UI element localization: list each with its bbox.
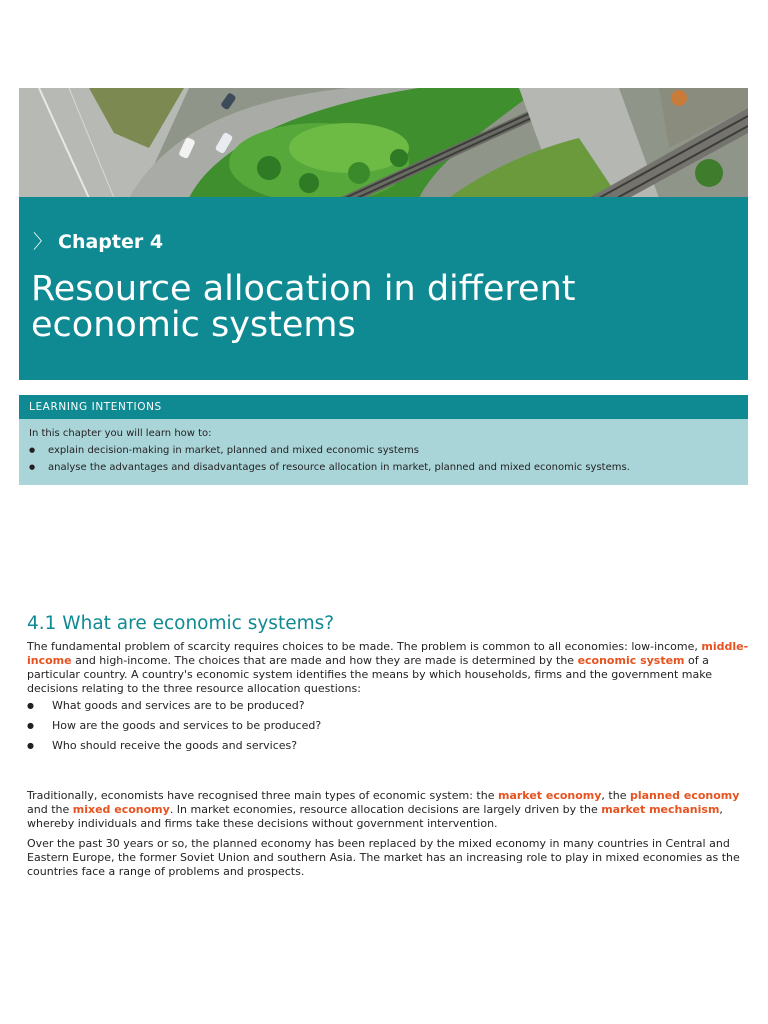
learning-intro: In this chapter you will learn how to:: [29, 428, 212, 439]
learning-intentions-box: [19, 419, 748, 485]
learning-list: [29, 442, 738, 476]
chapter-hero-photo: [19, 88, 748, 198]
paragraph: Traditionally, economists have recognised three main types of economic system: the market economy, the planned economy and the mixed economy. In market economies, resource allocation decisions are largely driven by the market mechanism, whereby individuals and firms take these decisions without government intervention.: [27, 789, 740, 830]
chapter-title-panel: [19, 197, 748, 380]
key-term[interactable]: market economy: [497, 789, 602, 802]
paragraph: The fundamental problem of scarcity requires choices to be made. The problem is common to all economies: low-income, middle-income and high-income. The choices that are made and how they are made is determined by the economic system of a particular country. A country's economic system identifies the means by which households, firms and the government make decisions relating to the three resource allocation questions:: [27, 640, 749, 695]
chapter-number: Chapter 4: [58, 231, 164, 253]
key-term[interactable]: market mechanism: [601, 803, 720, 816]
list-item: ● What goods and services are to be produced?: [27, 696, 749, 716]
list-item: ● Who should receive the goods and services?: [27, 736, 749, 756]
section-systems-block: [27, 789, 749, 879]
learning-intentions-heading: LEARNING INTENTIONS: [19, 395, 748, 419]
chapter-label: [33, 227, 163, 254]
question-list: [27, 696, 749, 756]
key-term[interactable]: mixed economy: [72, 803, 170, 816]
key-term[interactable]: economic system: [577, 654, 685, 667]
paragraph: Over the past 30 years or so, the planned economy has been replaced by the mixed economy in many countries in Central and Eastern Europe, the former Soviet Union and southern Asia. The market has an increasing role to play in mixed economies as the countries face a range of problems and prospects.: [27, 837, 740, 878]
learning-item: ● explain decision-making in market, planned and mixed economic systems: [29, 442, 738, 459]
chevron-right-icon: 〉: [33, 231, 53, 253]
learning-item: ● analyse the advantages and disadvantages of resource allocation in market, planned and mixed economic systems.: [29, 459, 738, 476]
key-term[interactable]: planned economy: [629, 789, 740, 802]
section-heading: 4.1 What are economic systems?: [27, 613, 335, 634]
section-intro-block: [27, 640, 749, 756]
list-item: ● How are the goods and services to be produced?: [27, 716, 749, 736]
key-term[interactable]: middle-income: [27, 640, 749, 667]
chapter-title: Resource allocation in different economic systems: [31, 269, 576, 345]
